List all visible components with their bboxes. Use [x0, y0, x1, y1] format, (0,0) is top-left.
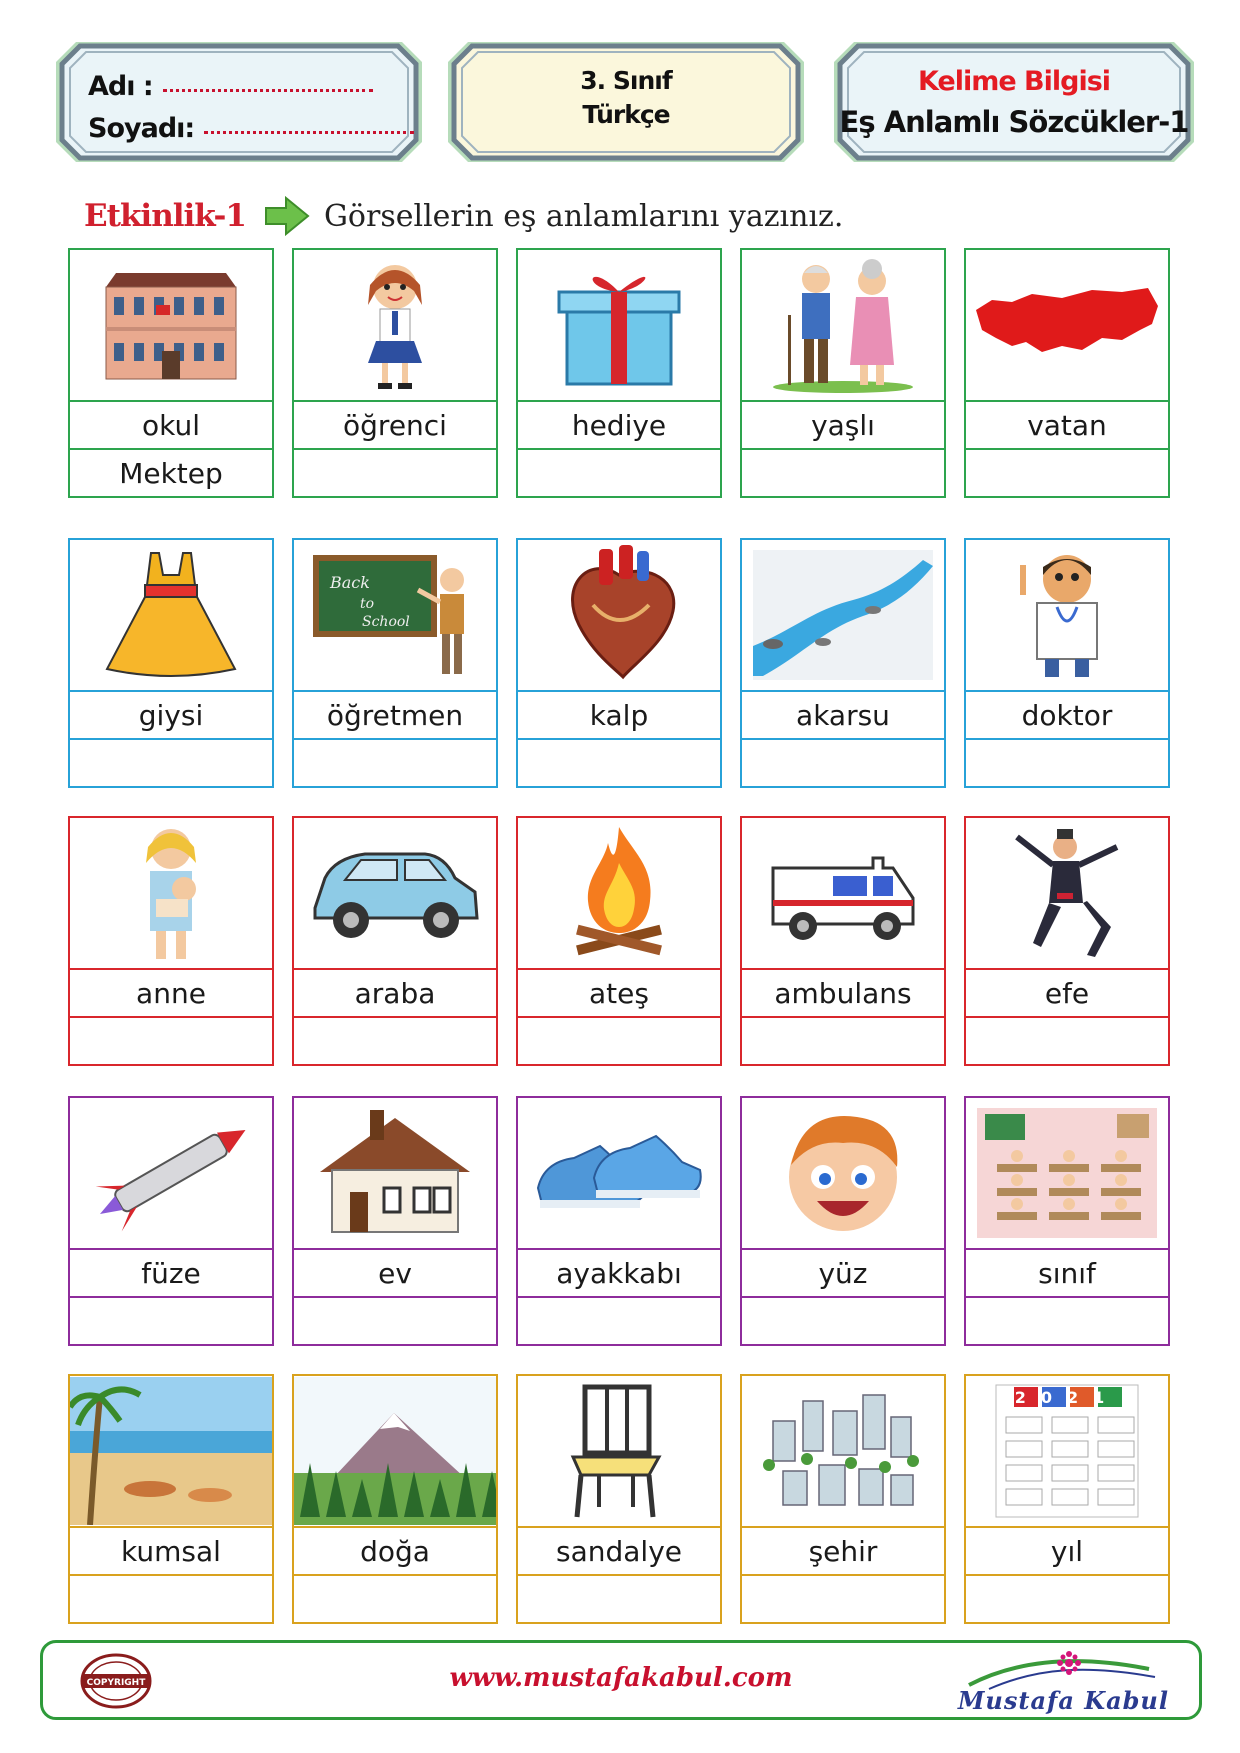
nature-mountain-icon — [294, 1376, 496, 1526]
name-surname-box — [50, 36, 428, 168]
boy-face-icon — [742, 1098, 944, 1248]
card-word: akarsu — [742, 690, 944, 740]
answer-field[interactable] — [518, 1018, 720, 1064]
word-card — [740, 248, 946, 498]
answer-field[interactable] — [518, 1576, 720, 1622]
card-word: araba — [294, 968, 496, 1018]
word-card — [68, 538, 274, 788]
rocket-icon — [70, 1098, 272, 1248]
answer-field[interactable] — [70, 1018, 272, 1064]
answer-field[interactable] — [518, 1298, 720, 1344]
word-card — [292, 816, 498, 1066]
svg-text:School: School — [362, 614, 410, 630]
word-card — [964, 816, 1170, 1066]
answer-field[interactable] — [966, 1298, 1168, 1344]
card-word: kalp — [518, 690, 720, 740]
school-building-icon — [70, 250, 272, 400]
surname-line[interactable] — [88, 102, 414, 144]
word-card — [292, 1374, 498, 1624]
svg-text:to: to — [360, 596, 375, 612]
city-icon — [742, 1376, 944, 1526]
answer-field[interactable] — [70, 1576, 272, 1622]
word-card — [740, 1374, 946, 1624]
answer-field[interactable] — [742, 450, 944, 496]
card-word: öğrenci — [294, 400, 496, 450]
arrow-right-icon — [264, 196, 310, 236]
word-card — [68, 1374, 274, 1624]
answer-field[interactable] — [742, 1576, 944, 1622]
answer-field[interactable] — [70, 1298, 272, 1344]
card-word: ev — [294, 1248, 496, 1298]
teacher-blackboard-icon — [294, 540, 496, 690]
calendar-icon — [966, 1376, 1168, 1526]
car-icon — [294, 818, 496, 968]
grade-box — [442, 36, 810, 168]
topic-box — [828, 36, 1200, 168]
house-icon — [294, 1098, 496, 1248]
answer-field[interactable] — [294, 1298, 496, 1344]
chair-icon — [518, 1376, 720, 1526]
answer-field[interactable] — [742, 1018, 944, 1064]
answer-field[interactable]: Mektep — [119, 456, 223, 490]
mother-baby-icon — [70, 818, 272, 968]
answer-field[interactable] — [294, 1018, 496, 1064]
card-word: ateş — [518, 968, 720, 1018]
author-signature — [929, 1649, 1169, 1715]
answer-field[interactable] — [518, 450, 720, 496]
heart-organ-icon — [518, 540, 720, 690]
card-word: yaşlı — [742, 400, 944, 450]
answer-field[interactable] — [518, 740, 720, 786]
card-word: füze — [70, 1248, 272, 1298]
campfire-icon — [518, 818, 720, 968]
activity-instruction — [84, 190, 843, 242]
answer-field[interactable] — [294, 740, 496, 786]
card-word: vatan — [966, 400, 1168, 450]
word-card — [964, 248, 1170, 498]
activity-text: Görsellerin eş anlamlarını yazınız. — [323, 198, 844, 234]
activity-label: Etkinlik-1 — [84, 198, 246, 234]
river-icon — [742, 540, 944, 690]
efe-dancer-icon — [966, 818, 1168, 968]
ambulance-icon — [742, 818, 944, 968]
word-card — [68, 1096, 274, 1346]
dress-icon — [70, 540, 272, 690]
word-card — [740, 816, 946, 1066]
answer-field[interactable] — [294, 1576, 496, 1622]
topic-subtitle: Eş Anlamlı Sözcükler-1 — [839, 105, 1189, 139]
card-word: kumsal — [70, 1526, 272, 1576]
surname-blank[interactable] — [204, 131, 414, 134]
card-word: hediye — [518, 400, 720, 450]
card-word: sınıf — [966, 1248, 1168, 1298]
card-word: giysi — [70, 690, 272, 740]
word-card — [964, 1096, 1170, 1346]
website-link[interactable]: www.mustafakabul.com — [449, 1663, 793, 1693]
svg-text:Back: Back — [330, 573, 370, 592]
student-girl-icon — [294, 250, 496, 400]
card-word: yıl — [966, 1526, 1168, 1576]
card-word: efe — [966, 968, 1168, 1018]
sneakers-icon — [518, 1098, 720, 1248]
grade-label: 3. Sınıf — [580, 66, 672, 95]
word-card — [964, 1374, 1170, 1624]
answer-field[interactable] — [966, 1018, 1168, 1064]
card-word: anne — [70, 968, 272, 1018]
topic-title: Kelime Bilgisi — [917, 66, 1111, 97]
answer-field[interactable] — [294, 450, 496, 496]
word-card — [516, 538, 722, 788]
answer-field[interactable] — [966, 450, 1168, 496]
word-card — [516, 816, 722, 1066]
author-name: Mustafa Kabul — [957, 1686, 1169, 1715]
subject-label: Türkçe — [582, 100, 670, 129]
doctor-icon — [966, 540, 1168, 690]
footer — [40, 1640, 1202, 1720]
name-label: Adı : — [88, 71, 153, 102]
word-card — [740, 1096, 946, 1346]
gift-box-icon — [518, 250, 720, 400]
turkey-map-icon — [966, 250, 1168, 400]
word-card — [740, 538, 946, 788]
answer-field[interactable] — [966, 1576, 1168, 1622]
name-blank[interactable] — [163, 89, 373, 92]
card-word: yüz — [742, 1248, 944, 1298]
word-card — [292, 538, 498, 788]
card-word: okul — [70, 400, 272, 450]
card-word: sandalye — [518, 1526, 720, 1576]
answer-field[interactable] — [70, 740, 272, 786]
card-word: doktor — [966, 690, 1168, 740]
card-word: ayakkabı — [518, 1248, 720, 1298]
answer-field[interactable] — [966, 740, 1168, 786]
classroom-icon — [966, 1098, 1168, 1248]
word-card — [68, 816, 274, 1066]
card-word: ambulans — [742, 968, 944, 1018]
word-card — [516, 248, 722, 498]
name-line[interactable] — [88, 60, 373, 102]
word-card — [292, 1096, 498, 1346]
calendar-year: 2021 — [1014, 1388, 1120, 1407]
word-card — [516, 1096, 722, 1346]
beach-icon — [70, 1376, 272, 1526]
word-card — [516, 1374, 722, 1624]
card-word: doğa — [294, 1526, 496, 1576]
card-word: öğretmen — [294, 690, 496, 740]
word-card — [68, 248, 274, 498]
answer-field[interactable] — [742, 740, 944, 786]
seal-text: COPYRIGHT — [86, 1678, 146, 1688]
answer-field[interactable] — [742, 1298, 944, 1344]
surname-label: Soyadı: — [88, 113, 195, 144]
card-word: şehir — [742, 1526, 944, 1576]
word-card — [964, 538, 1170, 788]
elderly-couple-icon — [742, 250, 944, 400]
word-card — [292, 248, 498, 498]
